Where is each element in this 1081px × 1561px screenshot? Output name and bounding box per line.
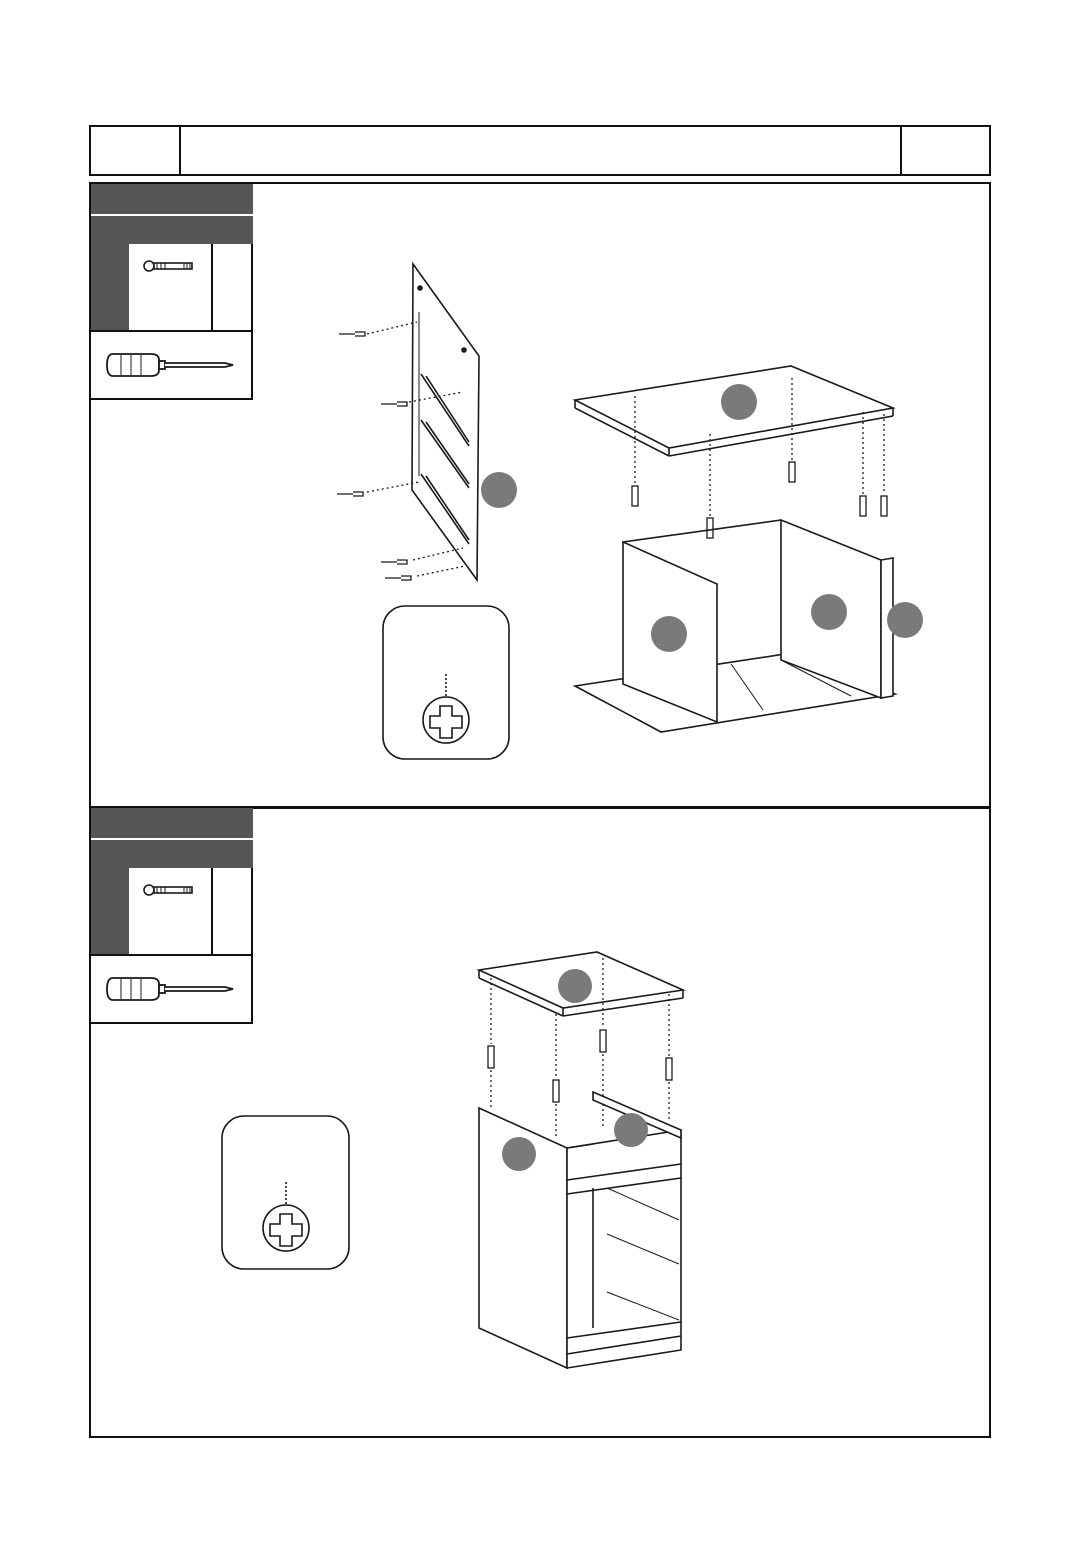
header-cell-title — [181, 127, 902, 174]
carcass-frame — [575, 520, 895, 732]
header-cell-left — [91, 127, 181, 174]
phillips-head-detail-icon — [222, 1116, 349, 1269]
instruction-header-table — [89, 125, 991, 176]
phillips-head-detail-icon — [383, 606, 509, 759]
step-2-panel — [89, 806, 991, 1438]
cabinet-body — [479, 1092, 681, 1368]
header-cell-right — [902, 127, 989, 174]
step-1-illustration — [91, 184, 993, 811]
step-2-illustration — [91, 808, 993, 1440]
side-panel-with-slides — [412, 264, 479, 580]
step-1-panel — [89, 182, 991, 809]
